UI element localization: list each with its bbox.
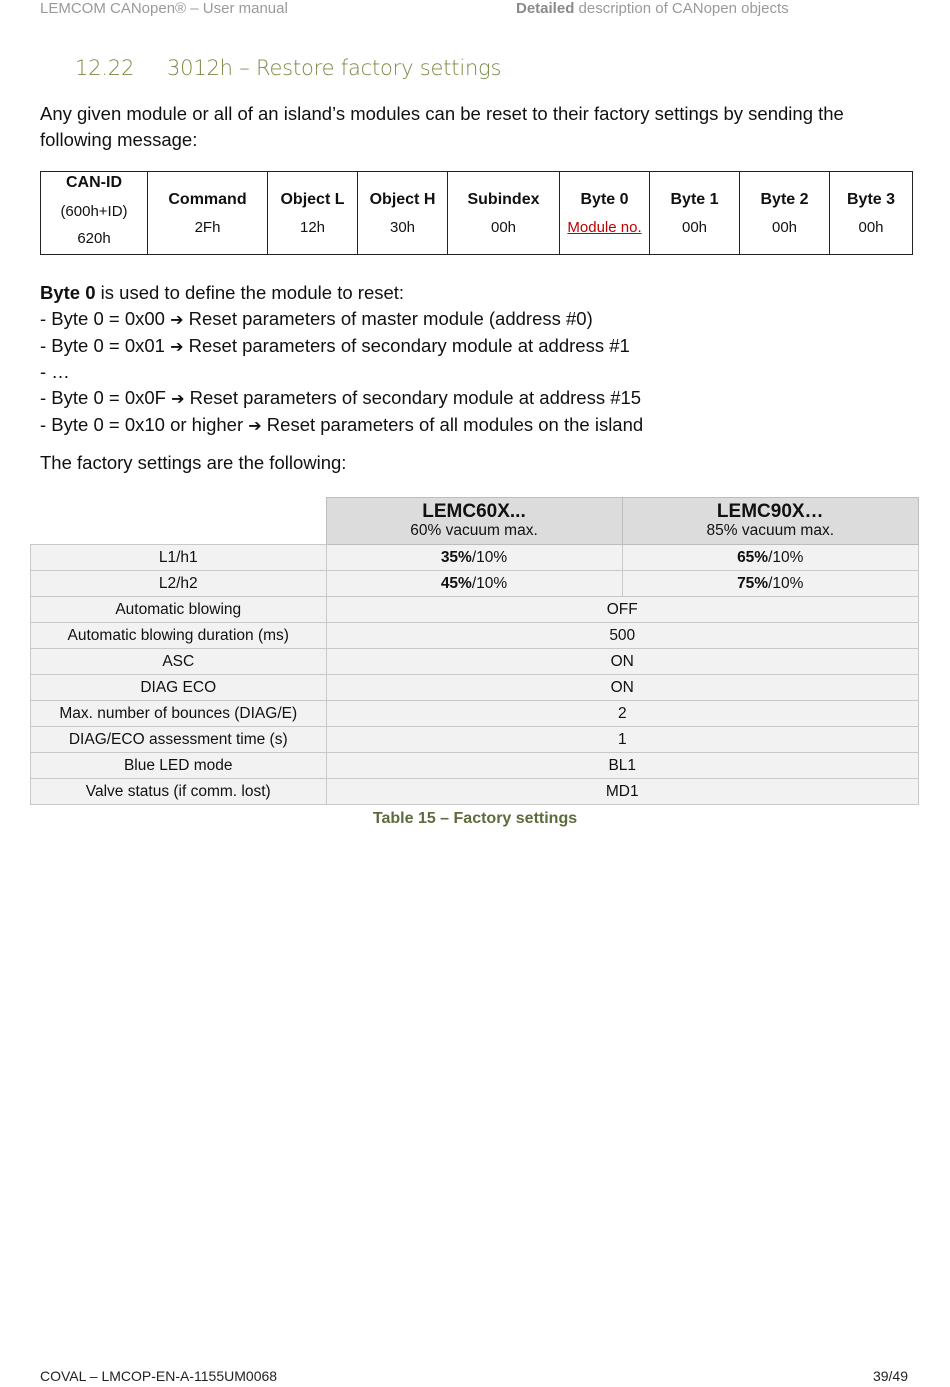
header-chapter-title bbox=[516, 0, 789, 17]
row-label: ASC bbox=[31, 649, 327, 675]
row-value: 500 bbox=[326, 623, 919, 649]
row-label: Automatic blowing duration (ms) bbox=[31, 623, 327, 649]
value-bold: 75% bbox=[737, 574, 769, 592]
list-item-text: Reset parameters of secondary module at address #15 bbox=[184, 387, 642, 409]
byte0-lead bbox=[40, 280, 643, 306]
byte-1-value: 00h bbox=[681, 218, 708, 236]
list-item bbox=[40, 333, 643, 360]
footer-document-id: COVAL – LMCOP-EN-A-1155UM0068 bbox=[40, 1368, 278, 1384]
object-h-label: Object H bbox=[369, 190, 436, 208]
row-value-lemc90x bbox=[622, 545, 919, 571]
row-value: ON bbox=[326, 649, 919, 675]
row-label: Blue LED mode bbox=[31, 753, 327, 779]
can-id-value: 620h bbox=[77, 230, 111, 247]
table-row bbox=[31, 571, 919, 597]
row-value: 2 bbox=[326, 701, 919, 727]
table-row bbox=[31, 675, 919, 701]
table-header-row bbox=[31, 498, 919, 545]
list-item-cond: - Byte 0 = 0x00 bbox=[40, 307, 171, 329]
header-model-lemc60x bbox=[326, 498, 622, 545]
model-name: LEMC60X... bbox=[422, 501, 526, 522]
list-item-text: Reset parameters of master module (address #0) bbox=[183, 307, 593, 329]
cell-object-l bbox=[268, 172, 358, 255]
byte-3-value: 00h bbox=[858, 218, 884, 236]
cell-byte-0 bbox=[560, 172, 650, 255]
row-label: L1/h1 bbox=[31, 545, 327, 571]
intro-paragraph: Any given module or all of an island’s modules can be reset to their factory settings by sending the following message: bbox=[40, 103, 844, 150]
header-model-lemc90x bbox=[622, 498, 919, 545]
byte0-lead-bold: Byte 0 bbox=[40, 282, 96, 303]
arrow-right-icon: ➔ bbox=[171, 389, 185, 409]
can-id-sub: (600h+ID) bbox=[60, 203, 128, 220]
can-id-label: CAN-ID bbox=[66, 174, 122, 191]
byte-3-label: Byte 3 bbox=[846, 190, 896, 208]
object-l-label: Object L bbox=[280, 190, 345, 208]
row-label: Valve status (if comm. lost) bbox=[31, 779, 327, 805]
row-value: MD1 bbox=[326, 779, 919, 805]
table-row bbox=[31, 727, 919, 753]
section-title: 3012h – Restore factory settings bbox=[167, 56, 502, 80]
object-h-value: 30h bbox=[389, 218, 416, 236]
cell-can-id bbox=[41, 172, 148, 255]
header-chapter-bold: Detailed bbox=[516, 0, 575, 17]
value-rest: /10% bbox=[471, 574, 508, 592]
section-heading bbox=[75, 56, 501, 80]
header-blank-cell bbox=[31, 498, 327, 545]
list-item-text: Reset parameters of all modules on the island bbox=[261, 413, 644, 435]
row-value: BL1 bbox=[326, 753, 919, 779]
subindex-value: 00h bbox=[490, 218, 517, 236]
list-item bbox=[40, 306, 643, 333]
header-document-title: LEMCOM CANopen® – User manual bbox=[40, 0, 288, 17]
list-item-cond: - Byte 0 = 0x01 bbox=[40, 334, 171, 356]
table-row bbox=[31, 701, 919, 727]
value-rest: /10% bbox=[768, 574, 804, 592]
cell-byte-1 bbox=[650, 172, 740, 255]
list-item-cond: - Byte 0 = 0x10 or higher bbox=[40, 413, 249, 435]
table-row bbox=[31, 545, 919, 571]
value-rest: /10% bbox=[471, 548, 508, 566]
header-chapter-rest: description of CANopen objects bbox=[574, 0, 789, 17]
table-row bbox=[31, 597, 919, 623]
byte-2-value: 00h bbox=[771, 218, 798, 236]
object-l-value: 12h bbox=[299, 218, 326, 236]
table-row bbox=[31, 649, 919, 675]
byte-0-label: Byte 0 bbox=[580, 190, 629, 208]
row-value-lemc60x bbox=[326, 571, 622, 597]
table-row bbox=[31, 623, 919, 649]
value-bold: 45% bbox=[440, 574, 472, 592]
cell-byte-2 bbox=[740, 172, 830, 255]
list-item bbox=[40, 412, 643, 439]
row-value: 1 bbox=[326, 727, 919, 753]
table-row bbox=[31, 779, 919, 805]
byte0-description bbox=[40, 280, 643, 439]
table-caption: Table 15 – Factory settings bbox=[372, 810, 578, 827]
arrow-right-icon: ➔ bbox=[170, 336, 184, 356]
cell-object-h bbox=[358, 172, 448, 255]
list-item bbox=[40, 385, 643, 412]
row-value-lemc90x bbox=[622, 571, 919, 597]
row-label: DIAG ECO bbox=[31, 675, 327, 701]
row-label: L2/h2 bbox=[31, 571, 327, 597]
subindex-label: Subindex bbox=[467, 190, 540, 208]
cell-subindex bbox=[448, 172, 560, 255]
row-value: ON bbox=[326, 675, 919, 701]
row-value: OFF bbox=[326, 597, 919, 623]
row-label: Max. number of bounces (DIAG/E) bbox=[31, 701, 327, 727]
list-item-text: Reset parameters of secondary module at address #1 bbox=[183, 334, 630, 356]
byte0-lead-rest: is used to define the module to reset: bbox=[95, 282, 405, 303]
model-name: LEMC90X… bbox=[716, 501, 824, 522]
table-row bbox=[31, 753, 919, 779]
value-bold: 35% bbox=[440, 548, 472, 566]
cell-command bbox=[148, 172, 268, 255]
list-item bbox=[40, 359, 643, 385]
row-label: Automatic blowing bbox=[31, 597, 327, 623]
byte-0-value: Module no. bbox=[567, 218, 642, 236]
arrow-right-icon: ➔ bbox=[170, 309, 184, 329]
value-rest: /10% bbox=[768, 548, 804, 566]
list-item-cond: - Byte 0 = 0x0F bbox=[40, 387, 172, 409]
list-item-cond: - … bbox=[40, 361, 70, 383]
command-value: 2Fh bbox=[194, 218, 221, 236]
factory-settings-table bbox=[30, 497, 919, 805]
model-sub: 60% vacuum max. bbox=[410, 522, 538, 539]
cell-byte-3 bbox=[830, 172, 913, 255]
arrow-right-icon: ➔ bbox=[248, 415, 262, 435]
value-bold: 65% bbox=[737, 548, 769, 566]
byte-2-label: Byte 2 bbox=[760, 190, 809, 208]
can-message-table bbox=[40, 171, 913, 255]
factory-intro: The factory settings are the following: bbox=[40, 452, 347, 473]
command-label: Command bbox=[168, 190, 247, 208]
row-value-lemc60x bbox=[326, 545, 622, 571]
footer-page-number: 39/49 bbox=[872, 1368, 908, 1384]
byte-1-label: Byte 1 bbox=[670, 190, 719, 208]
section-number: 12.22 bbox=[75, 56, 135, 80]
row-label: DIAG/ECO assessment time (s) bbox=[31, 727, 327, 753]
model-sub: 85% vacuum max. bbox=[706, 522, 834, 539]
